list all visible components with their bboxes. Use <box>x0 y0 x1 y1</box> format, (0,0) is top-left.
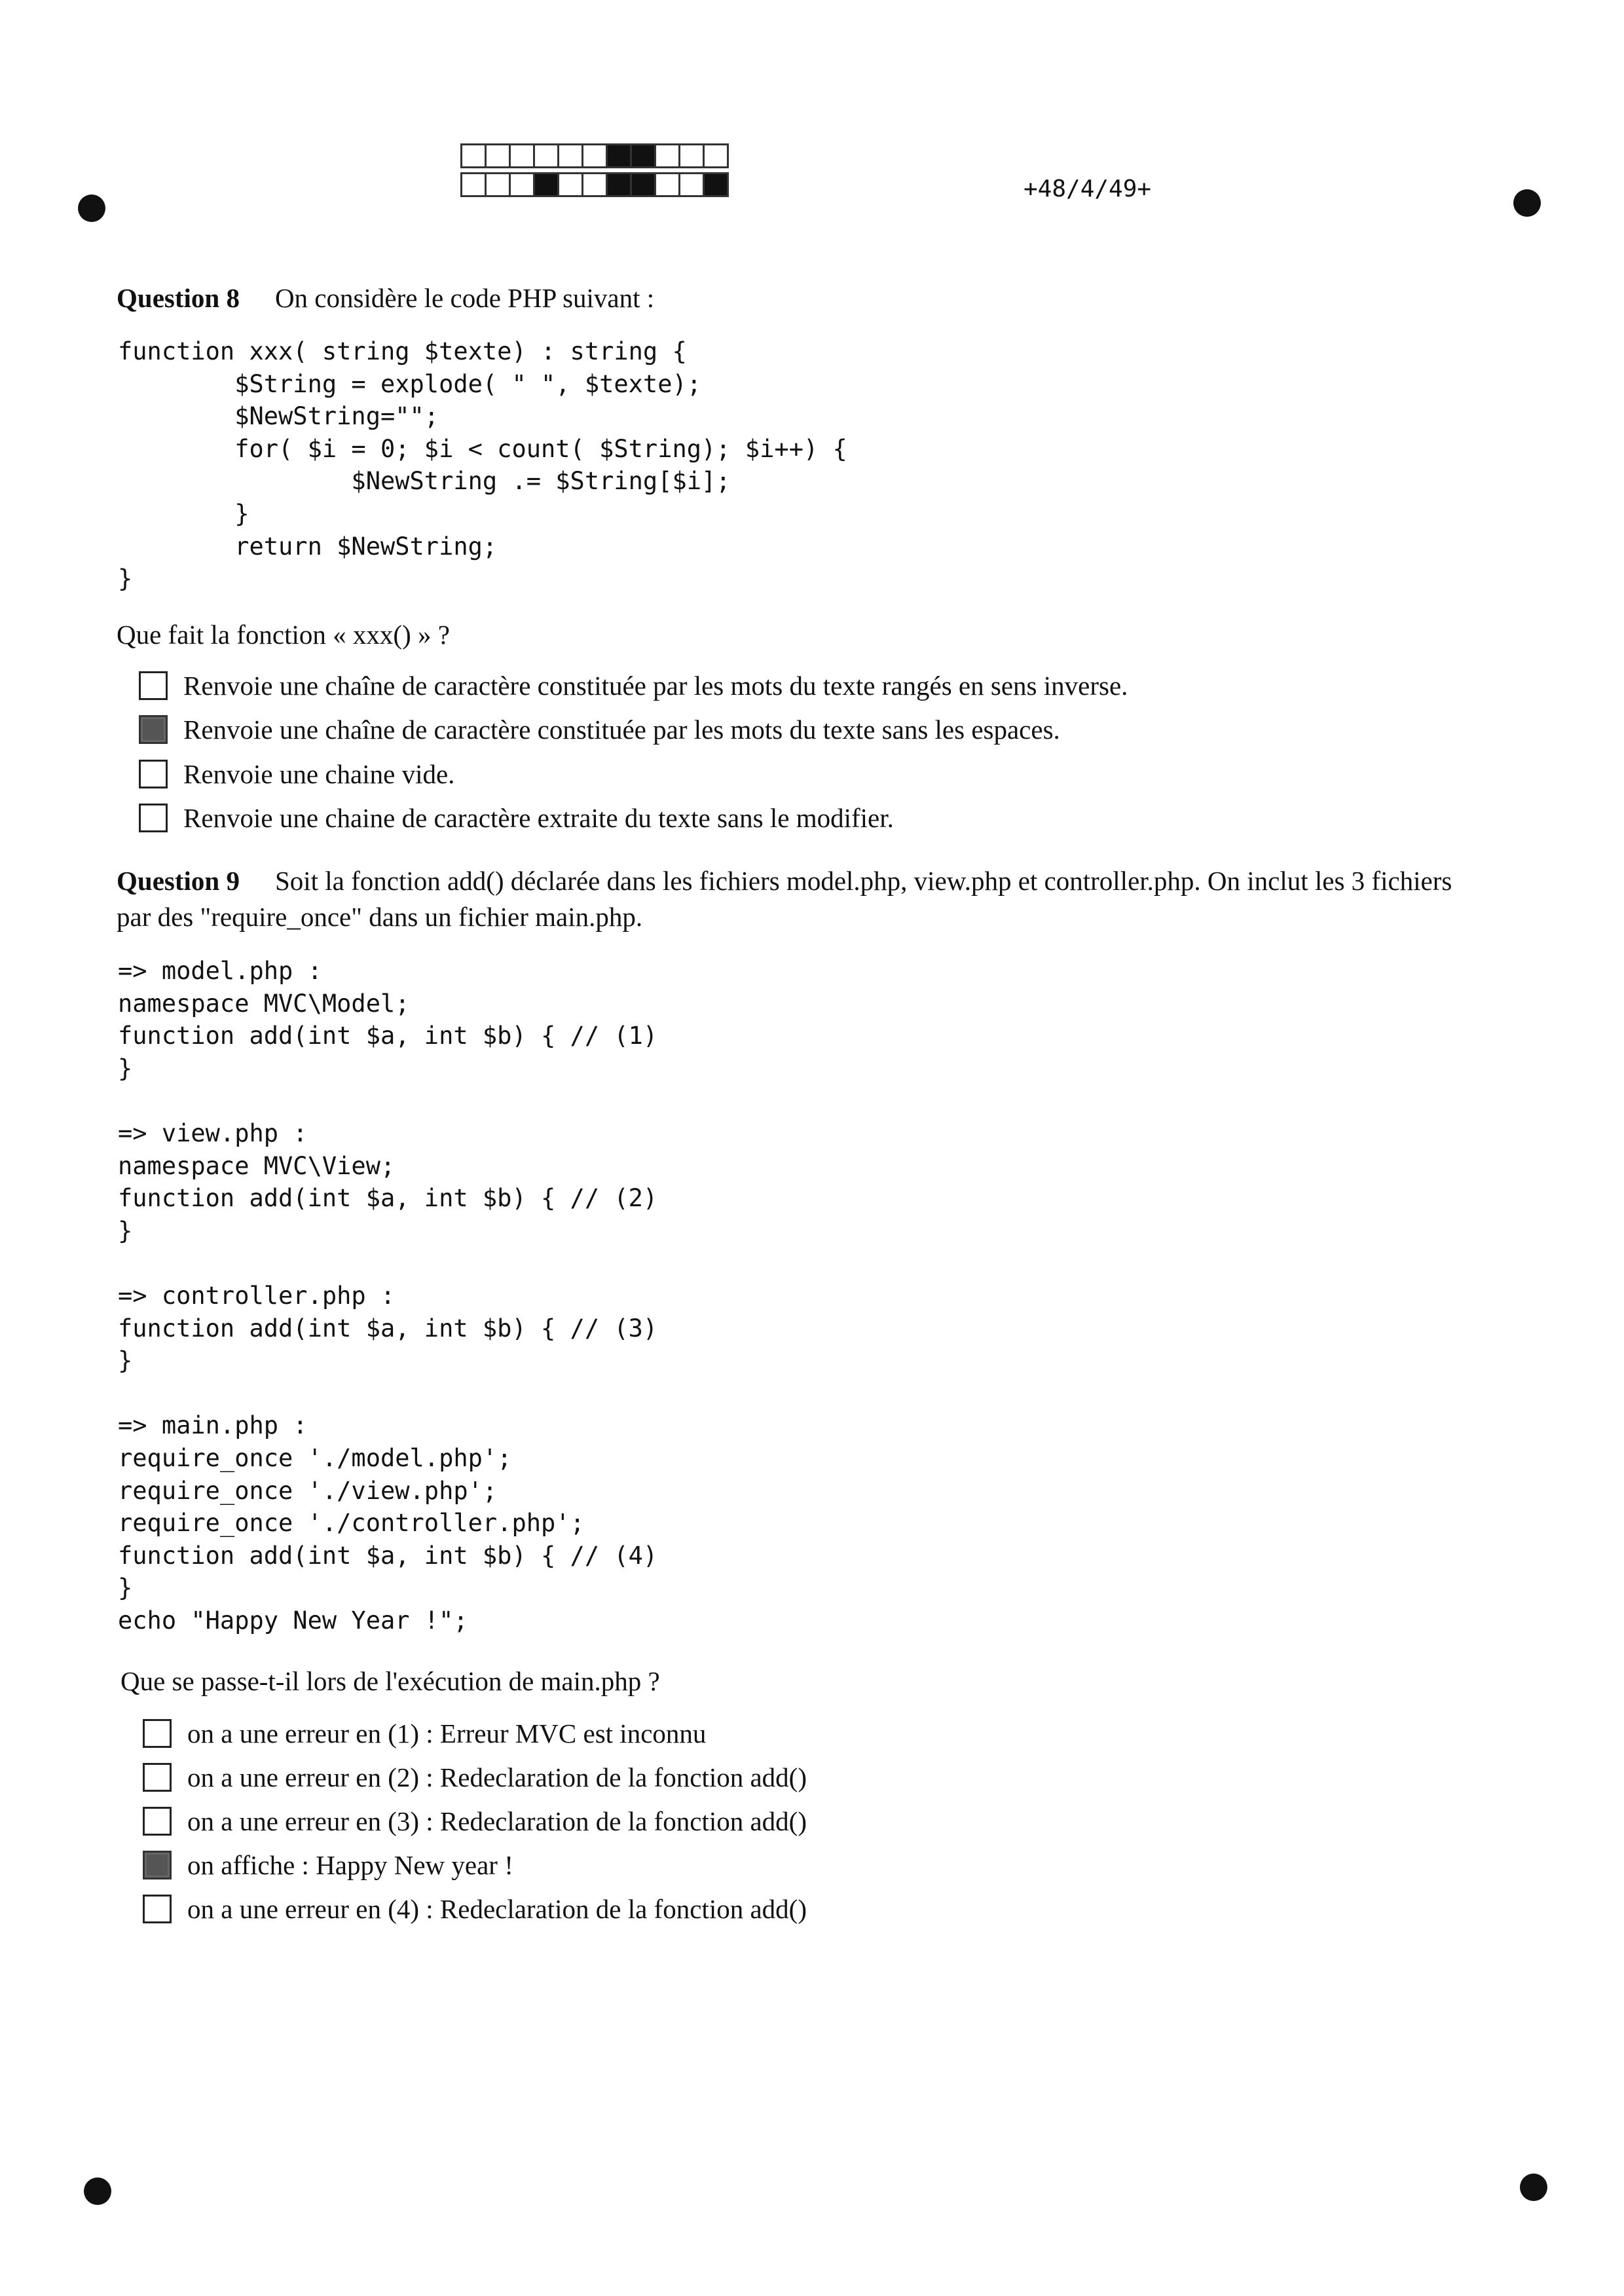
q9-option[interactable] <box>143 1893 807 1925</box>
q8-checkbox[interactable] <box>139 671 168 700</box>
q9-option[interactable] <box>143 1849 513 1881</box>
q9-option-text: on a une erreur en (3) : Redeclaration de la fonction add() <box>187 1806 807 1836</box>
q8-checkbox[interactable] <box>139 804 168 832</box>
question-9-prompt-line1: Soit la fonction add() déclarée dans les fichiers model.php, view.php et controller.php. On inclut les 3 fichiers <box>274 866 1452 896</box>
id-grid-cell <box>557 172 583 197</box>
q9-option-text: on a une erreur en (2) : Redeclaration de la fonction add() <box>187 1762 807 1792</box>
id-grid-cell <box>654 143 680 168</box>
q8-option-text: Renvoie une chaine vide. <box>183 759 455 789</box>
q9-option[interactable] <box>143 1717 706 1750</box>
id-grid-cell <box>678 172 705 197</box>
question-9-question: Que se passe-t-il lors de l'exécution de main.php ? <box>120 1666 660 1696</box>
q9-checkbox[interactable] <box>143 1763 172 1792</box>
id-grid-cell <box>533 143 559 168</box>
q8-option[interactable] <box>139 802 894 834</box>
id-grid-cell <box>533 172 559 197</box>
registration-dot-bottom-right <box>1520 2174 1547 2201</box>
q9-checkbox[interactable] <box>143 1807 172 1836</box>
id-grid-cell <box>630 143 656 168</box>
id-grid-row <box>460 143 727 168</box>
registration-dot-bottom-left <box>84 2177 111 2205</box>
question-8-prompt: On considère le code PHP suivant : <box>274 283 655 313</box>
q8-option[interactable] <box>139 669 1128 702</box>
q8-option-text: Renvoie une chaîne de caractère constituée par les mots du texte sans les espaces. <box>183 714 1060 745</box>
q9-checkbox[interactable] <box>143 1851 172 1879</box>
id-grid-cell <box>460 143 487 168</box>
id-grid-cell <box>630 172 656 197</box>
id-grid-cell <box>485 172 511 197</box>
question-8-question: Que fait la fonction « xxx() » ? <box>117 620 450 650</box>
id-grid-cell <box>703 172 729 197</box>
id-grid-cell <box>654 172 680 197</box>
id-grid-cell <box>581 143 608 168</box>
registration-dot-top-left <box>78 194 105 222</box>
identification-grid <box>460 143 727 201</box>
q8-option[interactable] <box>139 713 1060 746</box>
question-8-header <box>117 280 654 316</box>
id-grid-cell <box>460 172 487 197</box>
id-grid-cell <box>509 143 535 168</box>
question-9-prompt-line2: par des "require_once" dans un fichier main.php. <box>117 902 643 932</box>
q9-option-text: on a une erreur en (4) : Redeclaration de la fonction add() <box>187 1894 807 1924</box>
q8-checkbox[interactable] <box>139 760 168 788</box>
page-id: +48/4/49+ <box>1024 176 1152 202</box>
question-8-code: function xxx( string $texte) : string { $String = explode( " ", $texte); $NewString=""; for( $i = 0; $i < count( $String); $i++) { $NewString .= $String[$i]; } return $NewString; } <box>118 337 847 593</box>
q8-option[interactable] <box>139 758 454 790</box>
id-grid-row <box>460 172 727 197</box>
id-grid-cell <box>606 143 632 168</box>
registration-dot-top-right <box>1513 189 1541 217</box>
id-grid-cell <box>485 143 511 168</box>
q9-checkbox[interactable] <box>143 1895 172 1923</box>
id-grid-cell <box>606 172 632 197</box>
q9-option-text: on a une erreur en (1) : Erreur MVC est inconnu <box>187 1718 707 1749</box>
q9-option[interactable] <box>143 1761 807 1794</box>
id-grid-cell <box>557 143 583 168</box>
question-8-label: Question 8 <box>117 283 240 313</box>
question-9-label: Question 9 <box>117 866 240 896</box>
id-grid-cell <box>581 172 608 197</box>
q8-option-text: Renvoie une chaine de caractère extraite du texte sans le modifier. <box>183 803 894 833</box>
question-9-header <box>117 863 1452 899</box>
q9-option-text: on affiche : Happy New year ! <box>187 1850 513 1880</box>
question-9-code: => model.php : namespace MVC\Model; function add(int $a, int $b) { // (1) } => view.php : namespace MVC\View; function add(int $a, int $b) { // (2) } => controller.php : function add(int $a, int $b) { // (3) } => main.php : require_once './model.php'; require_once './view.php'; require_once './controller.php'; function add(int $a, int $b) { // (4) } echo "Happy New Year !"; <box>118 957 658 1635</box>
q9-checkbox[interactable] <box>143 1719 172 1748</box>
q9-option[interactable] <box>143 1805 807 1838</box>
q8-option-text: Renvoie une chaîne de caractère constituée par les mots du texte rangés en sens inverse. <box>183 671 1128 701</box>
id-grid-cell <box>509 172 535 197</box>
q8-checkbox[interactable] <box>139 715 168 744</box>
id-grid-cell <box>703 143 729 168</box>
id-grid-cell <box>678 143 705 168</box>
